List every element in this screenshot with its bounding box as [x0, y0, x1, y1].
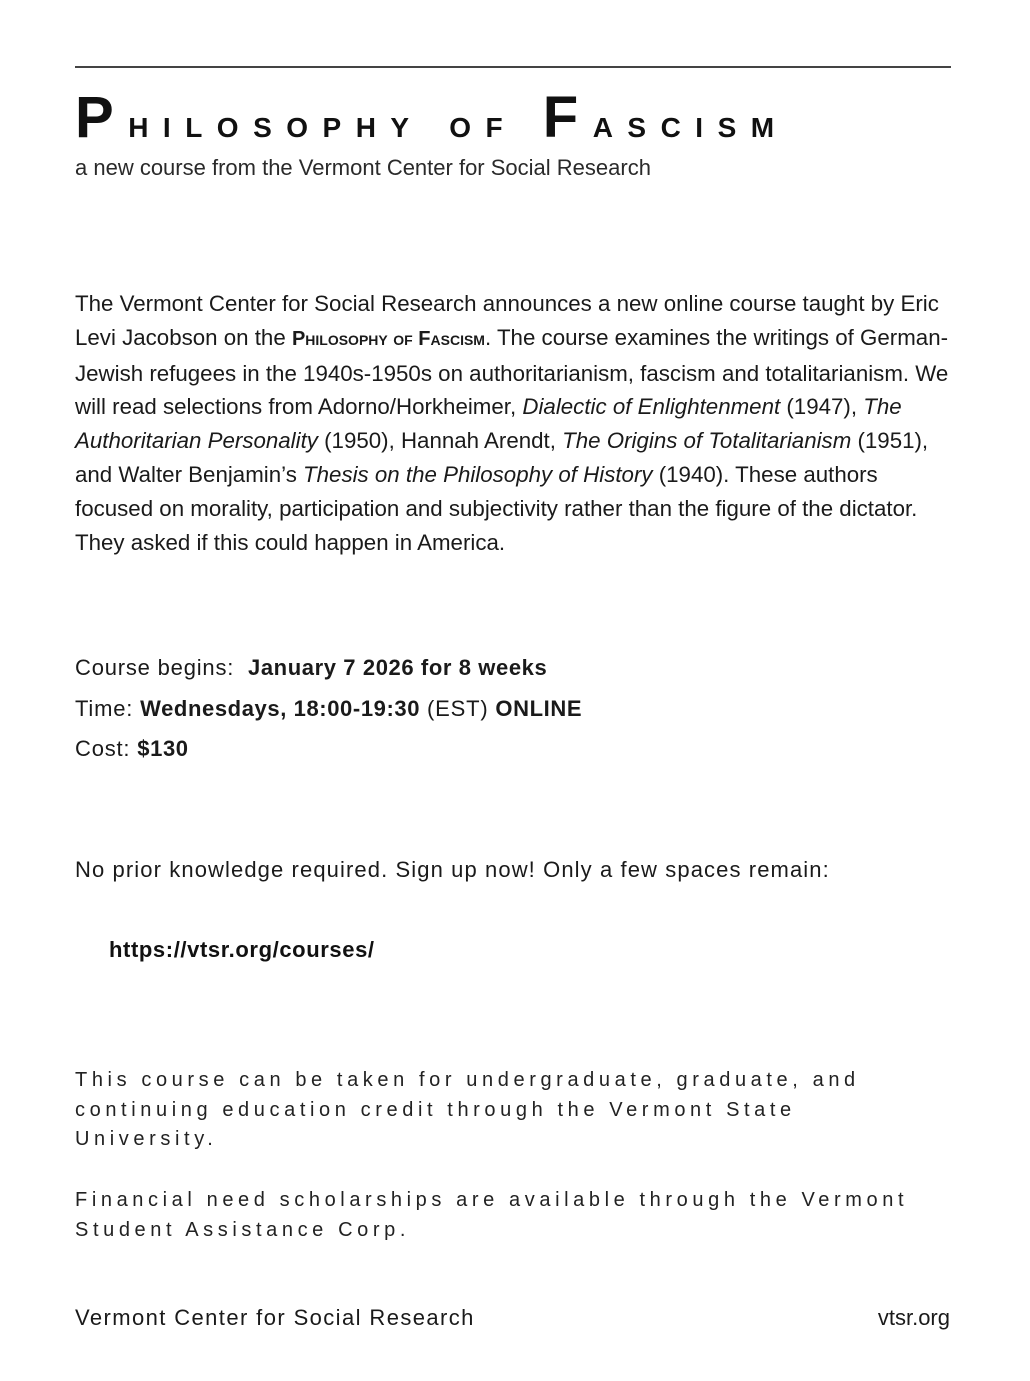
course-begins-label: Course begins: [75, 655, 235, 680]
book-title-thesis-on-history: Thesis on the Philosophy of History [303, 461, 653, 487]
title-word-philosophy: hilosophy [128, 102, 424, 146]
course-cost-value: $130 [137, 736, 189, 761]
credit-note: This course can be taken for undergraduate, graduate, and continuing education credit through the Vermont State University. [75, 1069, 860, 1150]
course-time-line [75, 692, 582, 733]
course-name: Philosophy of Fascism [291, 327, 485, 350]
course-details [75, 651, 582, 773]
title-initial-p: P [75, 85, 129, 150]
course-time-value: Wednesdays, 18:00-19:30 [140, 695, 421, 721]
book-title-origins-of-totalitarianism: The Origins of Totalitarianism [562, 428, 852, 454]
course-mode: ONLINE [495, 695, 583, 721]
course-cost-line [75, 732, 582, 773]
courses-link[interactable]: https://vtsr.org/courses/ [109, 937, 375, 962]
footer-website-link[interactable]: vtsr.org [877, 1305, 950, 1330]
description-intro: The Vermont Center for Social Research announces a new online course taught by Eric Levi Jacobson on the [75, 291, 939, 350]
course-begins-line [75, 651, 582, 692]
top-rule [75, 66, 951, 68]
course-time-label: Time: [75, 695, 134, 721]
footer-organization: Vermont Center for Social Research [75, 1305, 475, 1330]
course-description [75, 287, 960, 559]
description-text-1: . The course examines the writings of German-Jewish refugees in the 1940s-1950s on authoritarianism, fascism and totalitarianism. We will read selections from Adorno/Horkheimer, [75, 324, 949, 420]
page-title [75, 86, 975, 156]
book-title-dialectic: Dialectic of Enlightenment [522, 394, 781, 420]
signup-text: No prior knowledge required. Sign up now! Only a few spaces remain: [75, 857, 830, 882]
book-title-authoritarian-personality: The Authoritarian Personality [75, 394, 902, 454]
course-time-zone: (EST) [427, 695, 489, 721]
title-initial-f: F [542, 85, 593, 150]
course-cost-label: Cost: [75, 736, 131, 761]
title-word-of: of [449, 102, 518, 146]
page-subtitle: a new course from the Vermont Center for Social Research [75, 155, 651, 180]
scholarship-note: Financial need scholarships are available through the Vermont Student Assistance Corp. [75, 1189, 909, 1241]
description-text-5: (1940). These authors focused on morality, participation and subjectivity rather than the figure of the dictator. They asked if this could happen in America. [75, 461, 918, 555]
description-text-2: (1947), [780, 394, 864, 420]
description-text-4: (1951), and Walter Benjamin’s [75, 428, 929, 487]
description-text-3: (1950), Hannah Arendt, [317, 428, 563, 454]
course-begins-value: January 7 2026 for 8 weeks [248, 655, 548, 680]
title-word-fascism: ascism [592, 102, 789, 146]
